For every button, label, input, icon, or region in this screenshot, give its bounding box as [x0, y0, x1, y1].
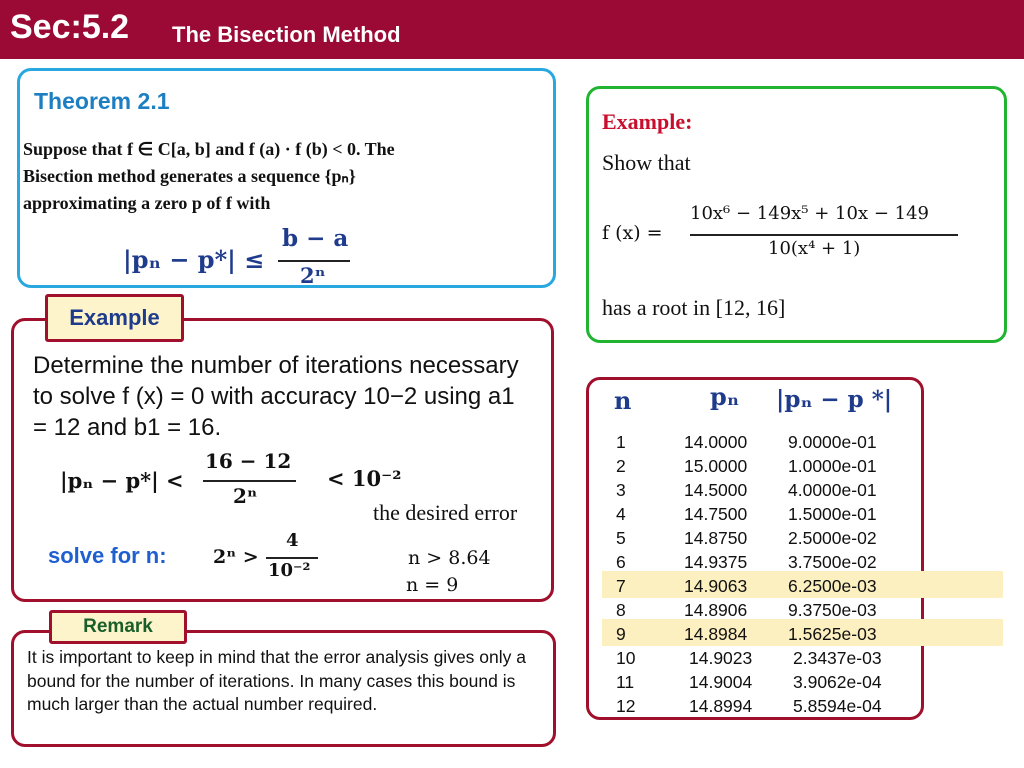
table-cell-error: 5.8594e-04 — [793, 696, 882, 716]
solve-numerator: 4 — [286, 530, 299, 551]
example-tab: Example — [45, 294, 184, 342]
table-cell-pn: 14.9063 — [684, 576, 748, 596]
desired-error-label: the desired error — [373, 500, 518, 525]
table-cell-error: 3.9062e-04 — [793, 672, 882, 692]
title-bar — [0, 0, 1024, 59]
root-interval-text: has a root in [12, 16] — [602, 295, 786, 320]
table-cell-n: 5 — [616, 528, 626, 548]
solve-fraction-bar — [266, 557, 318, 559]
remark-tab: Remark — [49, 610, 187, 644]
table-cell-pn: 14.8984 — [684, 624, 748, 644]
table-cell-pn: 14.0000 — [684, 432, 748, 452]
bound-fraction-bar — [278, 260, 350, 262]
table-cell-error: 1.5000e-01 — [788, 504, 877, 524]
table-cell-n: 10 — [616, 648, 636, 668]
table-cell-n: 11 — [616, 672, 635, 692]
table-header-n: n — [614, 386, 632, 415]
table-cell-pn: 14.8750 — [684, 528, 748, 548]
solve-denominator: 10⁻² — [268, 560, 311, 581]
result-n-value: n = 9 — [406, 574, 459, 596]
table-cell-n: 7 — [616, 576, 626, 596]
inequality-fraction-bar — [203, 480, 296, 482]
table-cell-n: 9 — [616, 624, 626, 644]
inequality-rhs: < 10⁻² — [327, 466, 402, 491]
table-cell-n: 12 — [616, 696, 636, 716]
table-cell-pn: 14.7500 — [684, 504, 748, 524]
theorem-line-2: Bisection method generates a sequence {pₙ} — [23, 166, 356, 186]
bound-denominator: 2ⁿ — [300, 263, 326, 288]
remark-text: It is important to keep in mind that the error analysis gives only a bound for the number of iterations. In many cases this bound is much larger than the actual number required. — [27, 647, 526, 714]
bound-numerator: b − a — [282, 225, 349, 252]
function-numerator: 10x⁶ − 149x⁵ + 10x − 149 — [690, 203, 929, 224]
table-cell-error: 3.7500e-02 — [788, 552, 877, 572]
table-cell-pn: 14.9375 — [684, 552, 748, 572]
table-cell-error: 9.0000e-01 — [788, 432, 877, 452]
function-fraction-bar — [690, 234, 958, 236]
table-cell-pn: 14.5000 — [684, 480, 748, 500]
table-cell-n: 2 — [616, 456, 626, 476]
section-number: Sec:5.2 — [10, 8, 130, 46]
theorem-line-1: Suppose that f ∈ C[a, b] and f (a) · f (b) < 0. The — [23, 139, 395, 159]
inequality-numerator: 16 − 12 — [205, 449, 292, 473]
problem-statement: Determine the number of iterations necessary to solve f (x) = 0 with accuracy 10−2 using a1 = 12 and b1 = 16. — [33, 352, 519, 441]
table-cell-error: 1.0000e-01 — [788, 456, 877, 476]
inequality-lhs: |pₙ − p*| < — [60, 468, 184, 493]
table-cell-error: 1.5625e-03 — [788, 624, 877, 644]
theorem-line-3: approximating a zero p of f with — [23, 193, 271, 213]
table-cell-n: 3 — [616, 480, 626, 500]
solve-lhs: 2ⁿ > — [213, 546, 259, 568]
result-n-bound: n > 8.64 — [408, 547, 491, 569]
table-header-pn: pₙ — [710, 382, 740, 411]
table-cell-pn: 14.8906 — [684, 600, 748, 620]
table-cell-pn: 14.9023 — [689, 648, 753, 668]
theorem-title: Theorem 2.1 — [34, 88, 170, 114]
table-cell-n: 1 — [616, 432, 626, 452]
table-cell-error: 4.0000e-01 — [788, 480, 877, 500]
table-cell-n: 8 — [616, 600, 626, 620]
table-cell-pn: 15.0000 — [684, 456, 748, 476]
show-that-text: Show that — [602, 150, 691, 175]
table-cell-n: 4 — [616, 504, 626, 524]
table-header-error: |pₙ − p *| — [776, 386, 893, 413]
page-title: The Bisection Method — [172, 22, 401, 47]
inequality-denominator: 2ⁿ — [233, 484, 258, 508]
table-cell-error: 2.3437e-03 — [793, 648, 882, 668]
function-lhs: f (x) = — [602, 222, 663, 244]
table-cell-pn: 14.9004 — [689, 672, 753, 692]
bound-lhs: |pₙ − p*| ≤ — [123, 245, 265, 274]
table-cell-pn: 14.8994 — [689, 696, 753, 716]
table-cell-error: 9.3750e-03 — [788, 600, 877, 620]
solve-for-n-label: solve for n: — [48, 543, 167, 568]
example-label: Example: — [602, 109, 693, 134]
function-denominator: 10(x⁴ + 1) — [768, 238, 861, 259]
table-cell-error: 2.5000e-02 — [788, 528, 877, 548]
table-cell-n: 6 — [616, 552, 626, 572]
table-cell-error: 6.2500e-03 — [788, 576, 877, 596]
